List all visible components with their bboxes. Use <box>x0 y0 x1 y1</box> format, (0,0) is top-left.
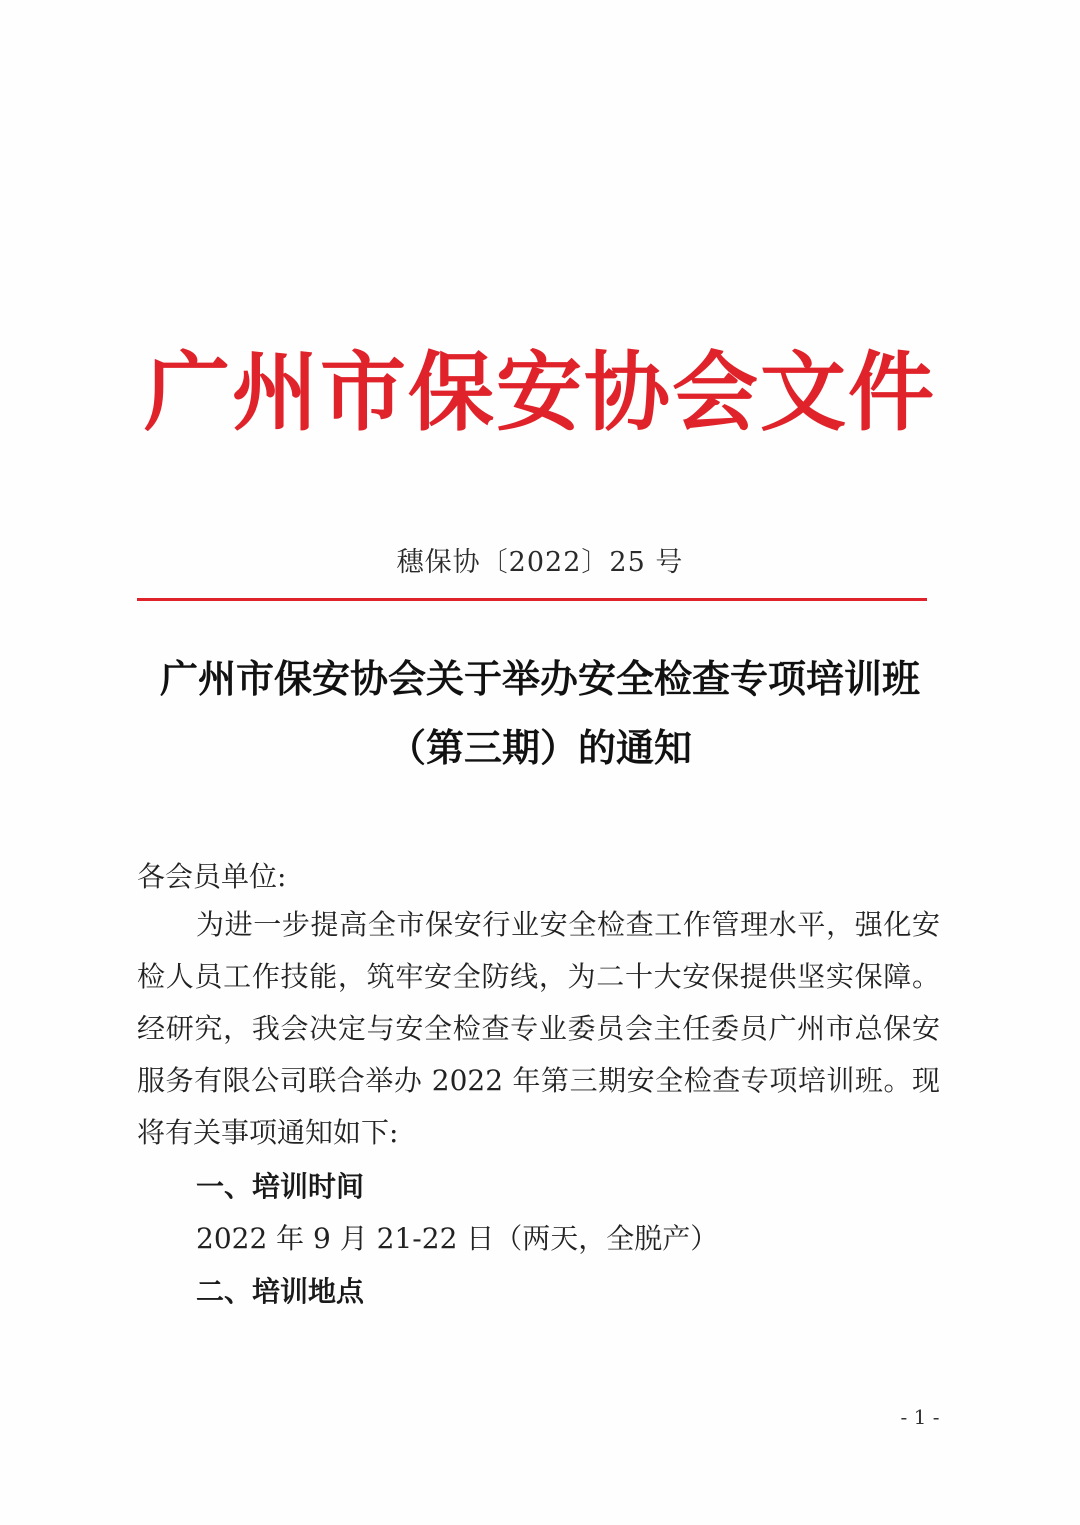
notice-title-line-1: 广州市保安协会关于举办安全检查专项培训班 <box>159 656 920 701</box>
paragraph-line: 检人员工作技能，筑牢安全防线，为二十大安保提供坚实保障。 <box>137 960 940 993</box>
section-heading-training-time: 一、培训时间 <box>196 1170 365 1203</box>
org-header-title: 广州市保安协会文件 <box>144 342 936 443</box>
paragraph-line: 经研究，我会决定与安全检查专业委员会主任委员广州市总保安 <box>137 1012 940 1045</box>
section-heading-training-location: 二、培训地点 <box>196 1275 365 1308</box>
paragraph-line: 为进一步提高全市保安行业安全检查工作管理水平，强化安 <box>196 908 940 941</box>
paragraph-line: 服务有限公司联合举办 2022 年第三期安全检查专项培训班。现 <box>137 1064 940 1097</box>
notice-title-line-2: （第三期）的通知 <box>387 725 692 770</box>
document-number: 穗保协〔2022〕25 号 <box>396 547 684 578</box>
header-divider <box>137 598 927 601</box>
salutation: 各会员单位: <box>137 860 287 893</box>
page-number: - 1 - <box>900 1405 940 1429</box>
training-time-text: 2022 年 9 月 21-22 日（两天，全脱产） <box>196 1222 719 1255</box>
paragraph-line: 将有关事项通知如下: <box>137 1116 399 1149</box>
